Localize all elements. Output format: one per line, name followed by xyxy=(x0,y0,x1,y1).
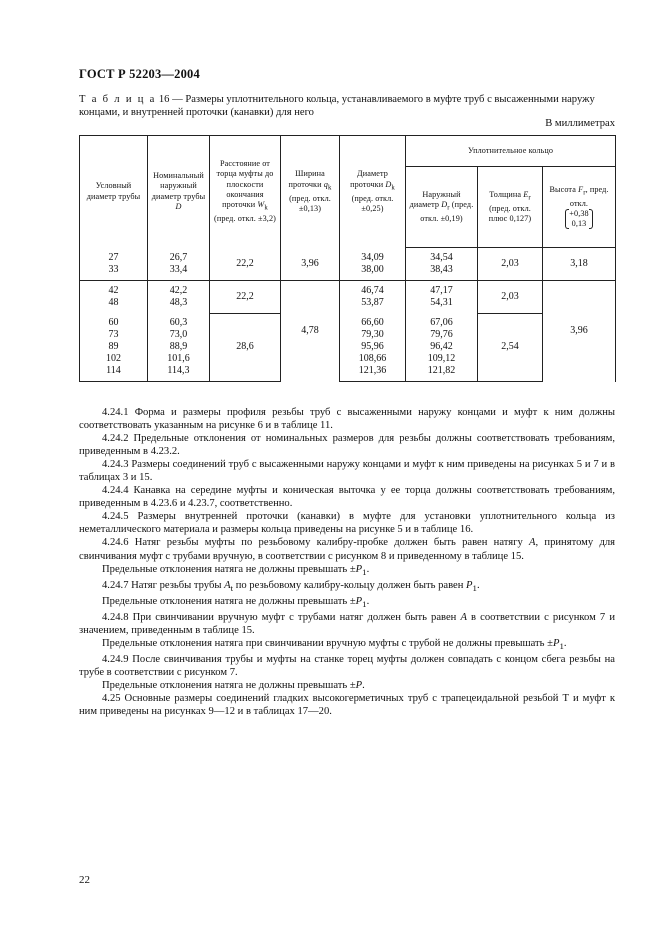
paragraph-4-24-1: 4.24.1 Форма и размеры профиля резьбы труб с высаженными наружу концами и муфт к ним должны соответствовать указанным на рисунке 6 и в таблице 11. xyxy=(79,407,615,432)
height-tolerance-bracket: +0,38 0,13 xyxy=(565,209,592,229)
paragraph-4-24-9: 4.24.9 После свинчивания трубы и муфты на станке торец муфты должен совпадать с концом сбега резьбы на трубе в соответствии с рисунком 7. xyxy=(79,654,615,679)
paragraph-4-24-4: 4.24.4 Канавка на середине муфты и коническая выточка у ее торца должны соответствовать требованиям, приведенным в 4.23.6 и 4.23.7, соответственно. xyxy=(79,485,615,510)
header-sealing-ring-group: Уплотнительное кольцо xyxy=(406,136,616,167)
paragraph-4-25: 4.25 Основные размеры соединений гладких высокогерметичных труб с трапецеидальной резьбой Т и муфт к ним приведены на рисунках 9—12 и в таблицах 17—20. xyxy=(79,693,615,718)
table-row: 27 33 26,7 33,4 22,2 3,96 34,09 38,00 34,54 38,43 2,03 3,18 xyxy=(80,248,616,281)
paragraph-4-24-5: 4.24.5 Размеры внутренней проточки (канавки) в муфте для установки уплотнительного кольца из неметаллического материала и размеры кольца приведены на рисунке 5 и в таблице 16. xyxy=(79,511,615,536)
paragraph-4-24-8: 4.24.8 При свинчивании вручную муфт с трубами натяг должен быть равен A в соответствии с рисунком 7 и значением, приведенным в таблице 15. xyxy=(79,612,616,637)
table-row: 42 48 42,2 48,3 22,2 4,78 46,74 53,87 47,17 54,31 2,03 3,96 xyxy=(80,281,616,314)
table-units: В миллиметрах xyxy=(545,118,615,129)
table-caption xyxy=(79,93,615,119)
paragraph-tolerance-3: Предельные отклонения натяга при свинчивании вручную муфты с трубой не должны превышать $\pm P_1$. xyxy=(102,638,567,652)
merged-groove-width: 4,78 xyxy=(281,281,340,382)
paragraph-4-24-7: 4.24.7 Натяг резьбы трубы $A_t$ по резьбовому калибру-кольцу должен быть равен $P_1$. xyxy=(102,579,480,593)
merged-ring-height: 3,96 xyxy=(543,281,616,382)
paragraph-tolerance-4: Предельные отклонения натяга не должны превышать ±P. xyxy=(102,680,365,692)
paragraph-tolerance-2: Предельные отклонения натяга не должны превышать $\pm P_1$. xyxy=(102,595,370,609)
paragraph-4-24-3: 4.24.3 Размеры соединений труб с высаженными наружу концами и муфт к ним приведены на рисунках 5 и 7 и в таблицах 3 и 15. xyxy=(79,459,615,484)
header-nominal-size: Условный диаметр трубы xyxy=(80,136,148,248)
paragraph-tolerance-1: Предельные отклонения натяга не должны превышать $\pm P_1$. xyxy=(102,563,370,577)
ring-dimensions-table xyxy=(79,135,616,382)
body-text xyxy=(79,406,615,719)
header-ring-thickness: Толщина $E_r$ (пред. откл. плюс 0,127) xyxy=(478,167,543,248)
table-caption-text: 16 — Размеры уплотнительного кольца, устанавливаемого в муфте труб с высаженными наружу концами, и внутренней проточки (канавки) для него xyxy=(79,94,595,118)
paragraph-4-24-6: 4.24.6 Натяг резьбы муфты по резьбовому калибру-пробке должен быть равен натягу A, принятому для свинчивания муфт с трубами вручную, в соответствии с рисунком 8 и приведенному в таблице 15. xyxy=(79,537,615,562)
page-number: 22 xyxy=(79,874,90,886)
paragraph-4-24-2: 4.24.2 Предельные отклонения от номинальных размеров для резьбы должны соответствовать требованиям, приведенным в 4.23.2. xyxy=(79,433,615,458)
header-groove-width: Ширина проточки $q_k$ (пред. откл. ±0,13) xyxy=(281,136,340,248)
header-ring-height: Высота $F_r$, пред. откл. +0,38 0,13 xyxy=(543,167,616,248)
table-label: Т а б л и ц а xyxy=(79,94,157,105)
header-pipe-outer-diameter: Номинальный наружный диаметр трубы D xyxy=(148,136,210,248)
header-groove-distance: Расстояние от торца муфты до плоскости окончания проточки $W_k$ (пред. откл. ±3,2) xyxy=(210,136,281,248)
document-header: ГОСТ Р 52203—2004 xyxy=(79,67,200,81)
table-row: 60 73 89 102 114 60,3 73,0 88,9 101,6 114,3 28,6 66,60 79,30 95,96 108,66 121,36 67,06 79,76 96,42 109,12 121,82 2,54 xyxy=(80,313,616,382)
header-ring-outer-diameter: Наружный диаметр $D_r$ (пред. откл. ±0,19) xyxy=(406,167,478,248)
header-groove-diameter: Диаметр проточки $D_k$ (пред. откл. ±0,25) xyxy=(340,136,406,248)
